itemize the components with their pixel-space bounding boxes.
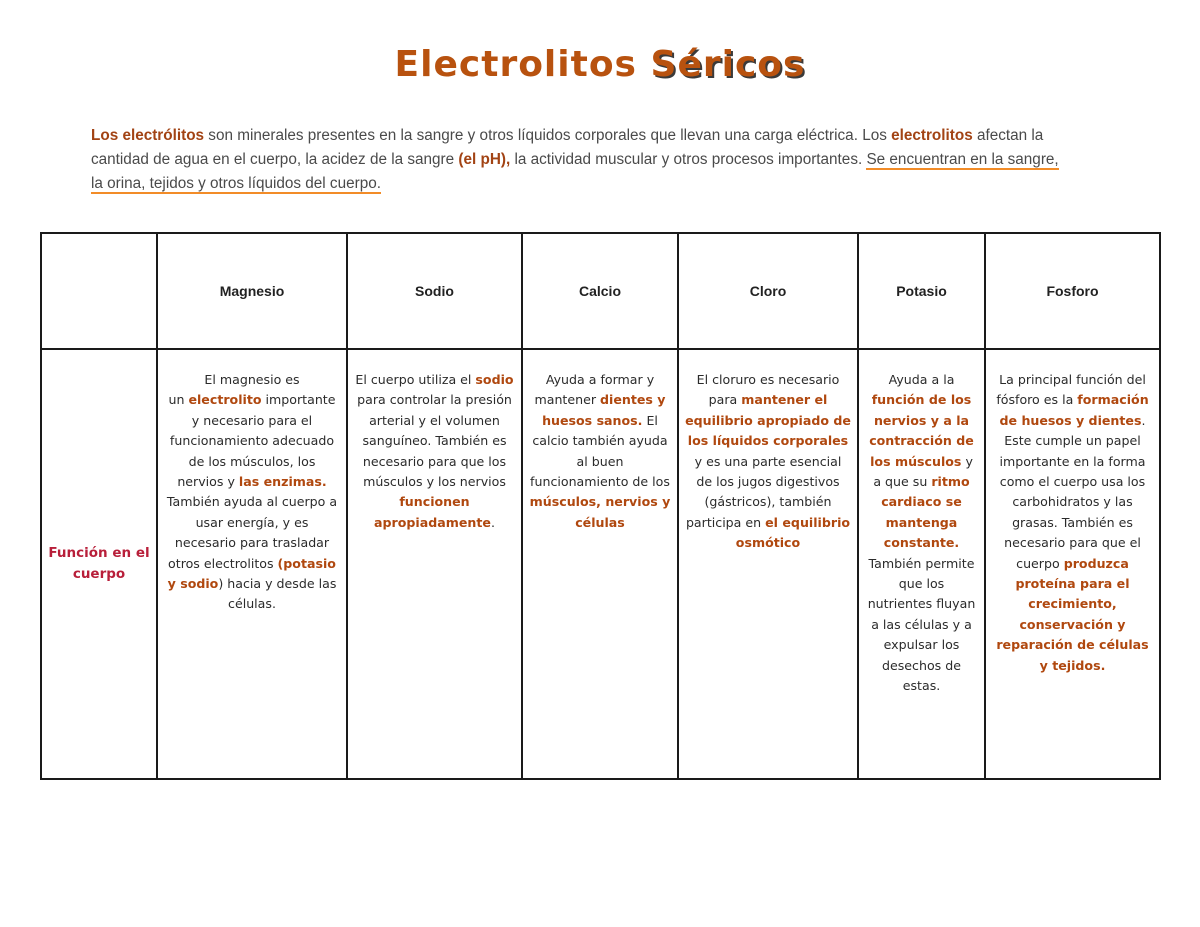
intro-text: afectan la cantidad de agua en el cuerpo, la acidez de la sangre bbox=[91, 127, 1044, 168]
cell-keyword: formación de huesos y dientes bbox=[999, 392, 1149, 428]
intro-keyword: (el pH), bbox=[458, 151, 511, 168]
intro-underlined-text: Se encuentran en la sangre, la orina, tejidos y otros líquidos del cuerpo. bbox=[91, 151, 1059, 192]
cell-keyword: músculos, nervios y células bbox=[529, 494, 671, 530]
cell-keyword: ritmo cardiaco se mantenga constante. bbox=[881, 474, 970, 551]
cell-fosforo bbox=[985, 349, 1160, 779]
cell-text: y a que su bbox=[873, 453, 973, 490]
intro-keyword: Los electrólitos bbox=[91, 127, 205, 144]
cell-potasio bbox=[858, 349, 985, 779]
cell-keyword: produzca proteína para el crecimiento, conservación y reparación de células y tejidos. bbox=[996, 555, 1149, 673]
cell-keyword: funcionen apropiadamente bbox=[374, 494, 491, 530]
header-calcio: Calcio bbox=[522, 233, 678, 349]
cell-cloro bbox=[678, 349, 858, 779]
cell-text: un bbox=[168, 392, 189, 408]
cell-keyword: electrolito bbox=[188, 392, 262, 408]
cell-text: El cuerpo utiliza el bbox=[355, 372, 476, 387]
header-magnesio: Magnesio bbox=[157, 233, 347, 349]
header-cloro: Cloro bbox=[678, 233, 858, 349]
cell-keyword: mantener el equilibrio apropiado de los líquidos corporales bbox=[685, 392, 851, 449]
cell-text: . bbox=[490, 514, 495, 530]
cell-magnesio bbox=[157, 349, 347, 779]
cell-text: El cloruro es necesario para bbox=[696, 372, 840, 408]
cell-keyword: el equilibrio osmótico bbox=[735, 514, 851, 551]
cell-text: ) hacia y desde las células. bbox=[218, 576, 337, 612]
cell-text: También ayuda al cuerpo a usar energía, y es necesario para trasladar otros electrolitos bbox=[166, 494, 338, 571]
cell-text: El magnesio es bbox=[204, 372, 300, 387]
header-sodio: Sodio bbox=[347, 233, 522, 349]
intro-text: la actividad muscular y otros procesos importantes. bbox=[510, 151, 867, 168]
table-header-row bbox=[41, 233, 1160, 349]
table-row bbox=[41, 349, 1160, 779]
cell-keyword: función de los nervios y a la contracción de los músculos bbox=[869, 392, 974, 469]
cell-calcio bbox=[522, 349, 678, 779]
cell-keyword: dientes y huesos sanos. bbox=[542, 392, 666, 428]
header-fosforo: Fosforo bbox=[985, 233, 1160, 349]
electrolytes-table bbox=[40, 232, 1161, 780]
header-empty-cell bbox=[41, 233, 157, 349]
intro-keyword: electrolitos bbox=[891, 127, 973, 144]
title-part-1: Electrolitos bbox=[394, 44, 651, 85]
cell-text: También permite que los nutrientes fluyan a las células y a expulsar los desechos de estas. bbox=[867, 555, 976, 694]
cell-text: y es una parte esencial de los jugos digestivos (gástricos), también participa en bbox=[685, 453, 842, 530]
cell-text: . Este cumple un papel importante en la forma como el cuerpo usa los carbohidratos y las grasas. También es necesario para que el cuerpo bbox=[999, 412, 1146, 571]
cell-text: La principal función del fósforo es la bbox=[996, 372, 1146, 408]
page-title bbox=[0, 44, 1200, 85]
cell-keyword: las enzimas. bbox=[238, 474, 327, 490]
cell-keyword: sodio bbox=[475, 372, 514, 387]
title-part-2: Séricos bbox=[650, 44, 806, 85]
row-label: Función en el cuerpo bbox=[41, 349, 157, 779]
intro-paragraph bbox=[91, 124, 1066, 196]
cell-text: Ayuda a formar y mantener bbox=[534, 372, 655, 408]
cell-text: El calcio también ayuda al buen funcionamiento de los bbox=[530, 412, 670, 490]
header-potasio: Potasio bbox=[858, 233, 985, 349]
intro-text: son minerales presentes en la sangre y otros líquidos corporales que llevan una carga eléctrica. Los bbox=[204, 127, 892, 144]
cell-keyword: (potasio y sodio bbox=[167, 555, 336, 592]
cell-text: importante y necesario para el funcionamiento adecuado de los músculos, los nervios y bbox=[169, 392, 336, 490]
cell-text: para controlar la presión arterial y el volumen sanguíneo. También es necesario para que los músculos y los nervios bbox=[357, 392, 512, 490]
cell-sodio bbox=[347, 349, 522, 779]
cell-text: Ayuda a la bbox=[888, 372, 955, 387]
